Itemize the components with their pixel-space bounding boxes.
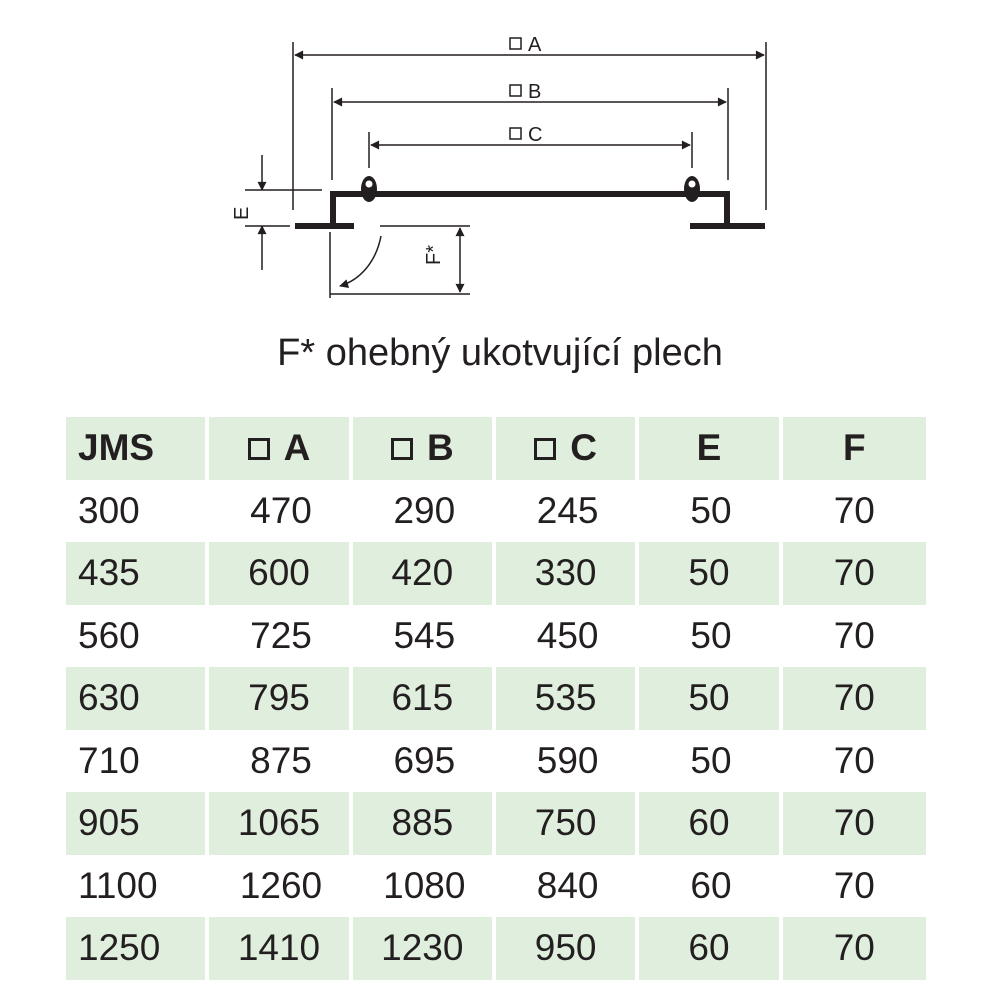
table-cell: 615	[353, 667, 496, 730]
table-cell: 330	[496, 542, 639, 605]
header-cell: F	[783, 417, 926, 480]
table-header-row	[66, 417, 926, 480]
table-cell: 70	[783, 917, 926, 980]
table-cell: 600	[209, 542, 352, 605]
table-cell: 795	[209, 667, 352, 730]
label-a: A	[528, 34, 542, 56]
table-cell: 450	[536, 614, 599, 656]
table-cell: 50	[690, 614, 732, 656]
table-cell: 545	[393, 614, 456, 656]
table-cell: 840	[536, 864, 599, 906]
table-row	[66, 792, 926, 855]
table-cell: 470	[250, 489, 312, 531]
table-cell: 70	[783, 792, 926, 855]
table-cell: 1230	[353, 917, 496, 980]
table-cell: 60	[639, 792, 782, 855]
table-cell: 905	[66, 792, 209, 855]
table-cell: 300	[78, 489, 140, 531]
label-f: F*	[423, 245, 445, 265]
label-b: B	[528, 81, 542, 103]
table-row	[66, 542, 926, 605]
label-c: C	[528, 124, 543, 146]
header-cell: JMS	[66, 417, 209, 480]
dimension-diagram	[0, 0, 1000, 320]
table-body	[66, 480, 926, 980]
table-row	[66, 855, 926, 918]
table-cell: 885	[353, 792, 496, 855]
table-cell: 535	[496, 667, 639, 730]
table-cell: 70	[833, 489, 875, 531]
table-cell: 70	[833, 614, 875, 656]
table-cell: 70	[783, 667, 926, 730]
table-row	[66, 605, 926, 668]
table-cell: 630	[66, 667, 209, 730]
table-cell: 710	[78, 739, 140, 781]
table-row	[66, 667, 926, 730]
table-cell: 1100	[78, 864, 158, 906]
table-cell: 950	[496, 917, 639, 980]
header-cell: C	[496, 417, 639, 480]
table-cell: 50	[639, 542, 782, 605]
table-cell: 560	[78, 614, 140, 656]
table-cell: 290	[393, 489, 456, 531]
square-icon	[391, 438, 413, 460]
table-cell: 60	[690, 864, 732, 906]
table-cell: 70	[833, 739, 875, 781]
table-cell: 1250	[66, 917, 209, 980]
table-cell: 70	[783, 542, 926, 605]
table-cell: 1080	[383, 864, 466, 906]
table-row	[66, 917, 926, 980]
header-cell: A	[209, 417, 352, 480]
table-cell: 50	[639, 667, 782, 730]
table-cell: 1065	[209, 792, 352, 855]
label-e: E	[231, 206, 253, 220]
table-cell: 750	[496, 792, 639, 855]
table-cell: 435	[66, 542, 209, 605]
table-cell: 50	[690, 489, 732, 531]
table-cell: 245	[536, 489, 599, 531]
header-cell: B	[353, 417, 496, 480]
table-cell: 1410	[209, 917, 352, 980]
table-cell: 70	[833, 864, 875, 906]
table-cell: 590	[536, 739, 599, 781]
table-cell: 50	[690, 739, 732, 781]
table-cell: 725	[250, 614, 312, 656]
table-cell: 60	[639, 917, 782, 980]
square-icon	[534, 438, 556, 460]
table-cell: 695	[393, 739, 456, 781]
table-cell: 1260	[239, 864, 323, 906]
dimensions-table	[66, 417, 926, 980]
diagram-caption: F* ohebný ukotvující plech	[277, 332, 723, 374]
header-cell: E	[639, 417, 782, 480]
table-row	[66, 730, 926, 793]
anchor-lug-left	[361, 176, 377, 202]
square-icon	[248, 438, 270, 460]
table-row	[66, 480, 926, 543]
table-cell: 420	[353, 542, 496, 605]
anchor-lug-right	[684, 176, 700, 202]
table-cell: 875	[250, 739, 312, 781]
